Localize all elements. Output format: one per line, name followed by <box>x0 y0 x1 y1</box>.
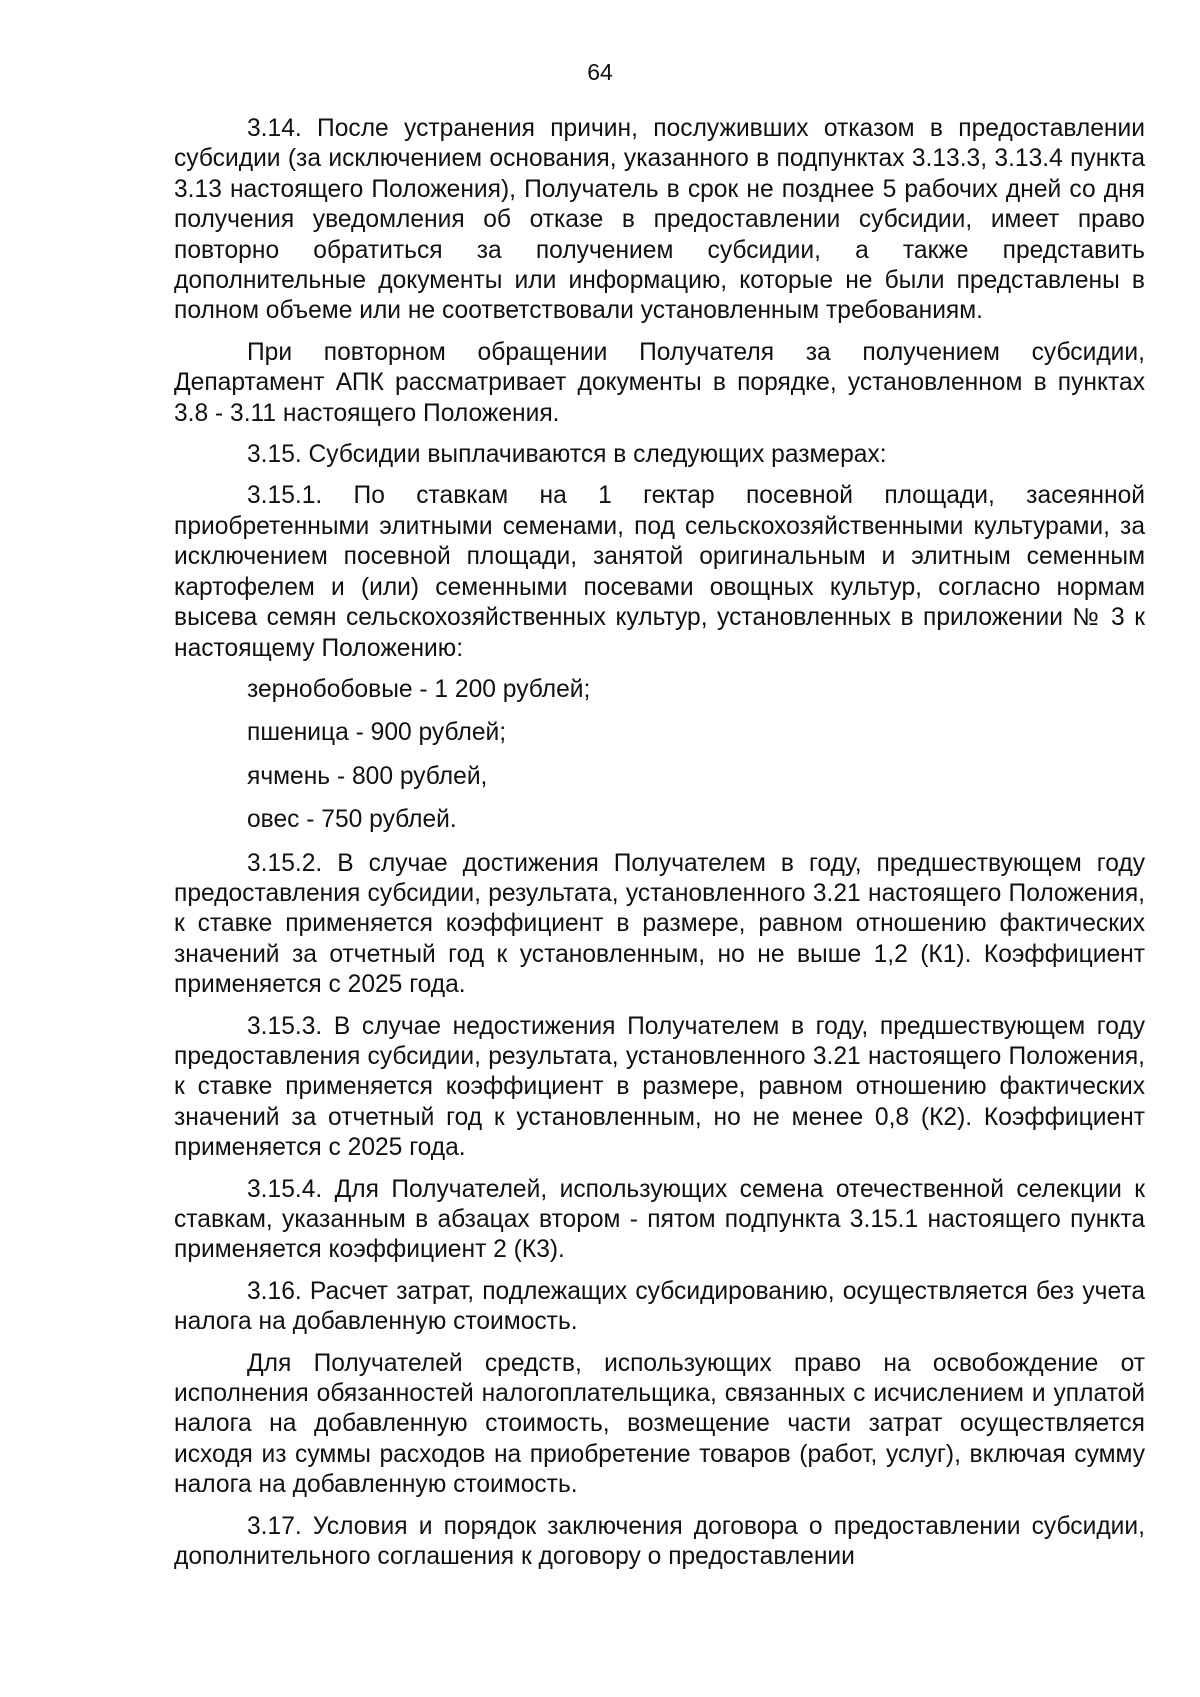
paragraph-3-16: 3.16. Расчет затрат, подлежащих субсидированию, осуществляется без учета налога на добавленную стоимость. <box>174 1277 1145 1336</box>
paragraph-3-15-2: 3.15.2. В случае достижения Получателем в году, предшествующем году предоставления субсидии, результата, установленного 3.21 настоящего Положения, к ставке применяется коэффициент в размере, равном отношению фактических значений за отчетный год к установленным, но не выше 1,2 (К1). Коэффициент применяется с 2025 года. <box>174 849 1145 999</box>
document-body <box>174 114 1145 1583</box>
page-number: 64 <box>587 59 613 85</box>
paragraph-vat-exempt: Для Получателей средств, использующих право на освобождение от исполнения обязанностей налогоплательщика, связанных с исчислением и уплатой налога на добавленную стоимость, возмещение части затрат осуществляется исходя из суммы расходов на приобретение товаров (работ, услуг), включая сумму налога на добавленную стоимость. <box>174 1349 1145 1499</box>
paragraph-3-15: 3.15. Субсидии выплачиваются в следующих размерах: <box>247 441 887 469</box>
paragraph-3-15-3: 3.15.3. В случае недостижения Получателем в году, предшествующем году предоставления субсидии, результата, установленного 3.21 настоящего Положения, к ставке применяется коэффициент в размере, равном отношению фактических значений за отчетный год к установленным, но не менее 0,8 (К2). Коэффициент применяется с 2025 года. <box>174 1012 1145 1162</box>
paragraph-3-14: 3.14. После устранения причин, послуживших отказом в предоставлении субсидии (за исключением основания, указанного в подпунктах 3.13.3, 3.13.4 пункта 3.13 настоящего Положения), Получатель в срок не позднее 5 рабочих дней со дня получения уведомления об отказе в предоставлении субсидии, имеет право повторно обратиться за получением субсидии, а также представить дополнительные документы или информацию, которые не были представлены в полном объеме или не соответствовали установленным требованиям. <box>174 115 1145 325</box>
paragraph-3-15-1: 3.15.1. По ставкам на 1 гектар посевной площади, засеянной приобретенными элитными семенами, под сельскохозяйственными культурами, за исключением посевной площади, занятой оригинальным и элитным семенным картофелем и (или) семенными посевами овощных культур, согласно нормам высева семян сельскохозяйственных культур, установленных в приложении № 3 к настоящему Положению: <box>174 482 1145 662</box>
rate-item-legumes: зернобобовые - 1 200 рублей; <box>247 675 591 703</box>
paragraph-3-15-4: 3.15.4. Для Получателей, использующих семена отечественной селекции к ставкам, указанным в абзацах втором - пятом подпункта 3.15.1 настоящего пункта применяется коэффициент 2 (К3). <box>174 1175 1145 1264</box>
rate-item-barley: ячмень - 800 рублей, <box>247 762 488 790</box>
rate-item-wheat: пшеница - 900 рублей; <box>247 719 507 747</box>
rate-item-oats: овес - 750 рублей. <box>247 806 457 834</box>
paragraph-3-17: 3.17. Условия и порядок заключения договора о предоставлении субсидии, дополнительного соглашения к договору о предоставлении <box>174 1512 1145 1571</box>
paragraph-repeat-application: При повторном обращении Получателя за получением субсидии, Департамент АПК рассматривает документы в порядке, установленном в пунктах 3.8 - 3.11 настоящего Положения. <box>174 338 1145 427</box>
